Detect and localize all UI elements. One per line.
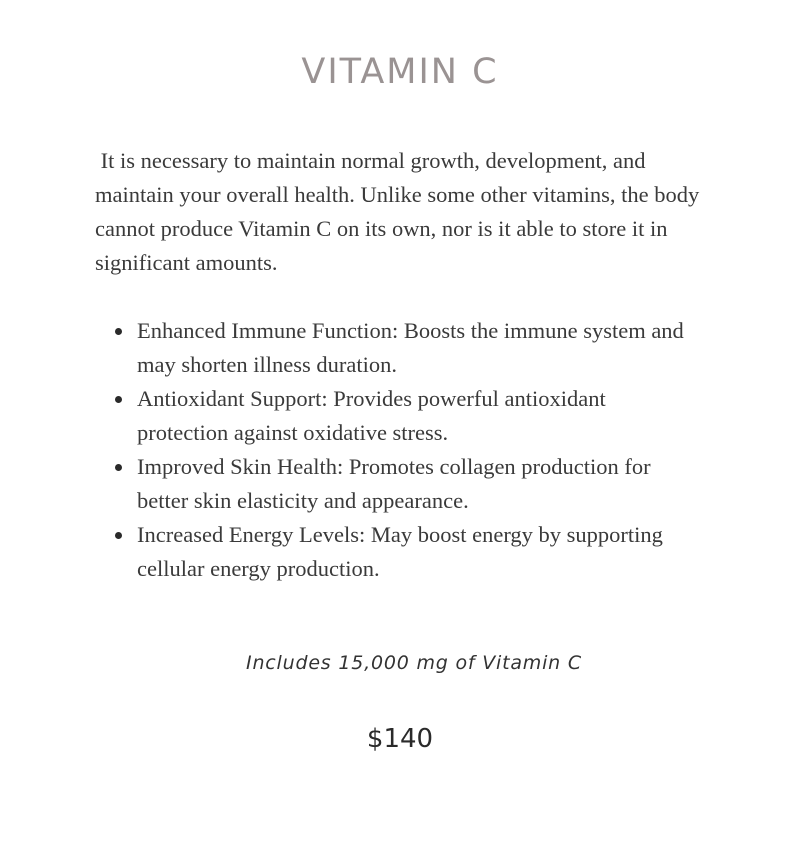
- bullet-icon: [115, 464, 122, 471]
- list-item: [137, 518, 700, 586]
- list-item: [137, 382, 700, 450]
- price-label: $140: [366, 724, 434, 754]
- bullet-icon: [115, 532, 122, 539]
- product-description: [95, 144, 705, 586]
- benefit-text: Enhanced Immune Function: Boosts the immune system and may shorten illness duration.: [137, 318, 684, 377]
- benefit-text: Improved Skin Health: Promotes collagen production for better skin elasticity and appearance.: [137, 454, 651, 513]
- benefit-text: Increased Energy Levels: May boost energy by supporting cellular energy production.: [137, 522, 663, 581]
- includes-note: Includes 15,000 mg of Vitamin C: [246, 652, 582, 674]
- product-title: VITAMIN C: [301, 52, 499, 92]
- list-item: [137, 450, 700, 518]
- benefits-list: [95, 314, 700, 586]
- bullet-icon: [115, 328, 122, 335]
- intro-paragraph: It is necessary to maintain normal growth, development, and maintain your overall health. Unlike some other vitamins, the body cannot produce Vitamin C on its own, nor is it able to store it in significant amounts.: [95, 148, 705, 275]
- benefit-text: Antioxidant Support: Provides powerful antioxidant protection against oxidative stress.: [137, 386, 606, 445]
- bullet-icon: [115, 396, 122, 403]
- list-item: [137, 314, 700, 382]
